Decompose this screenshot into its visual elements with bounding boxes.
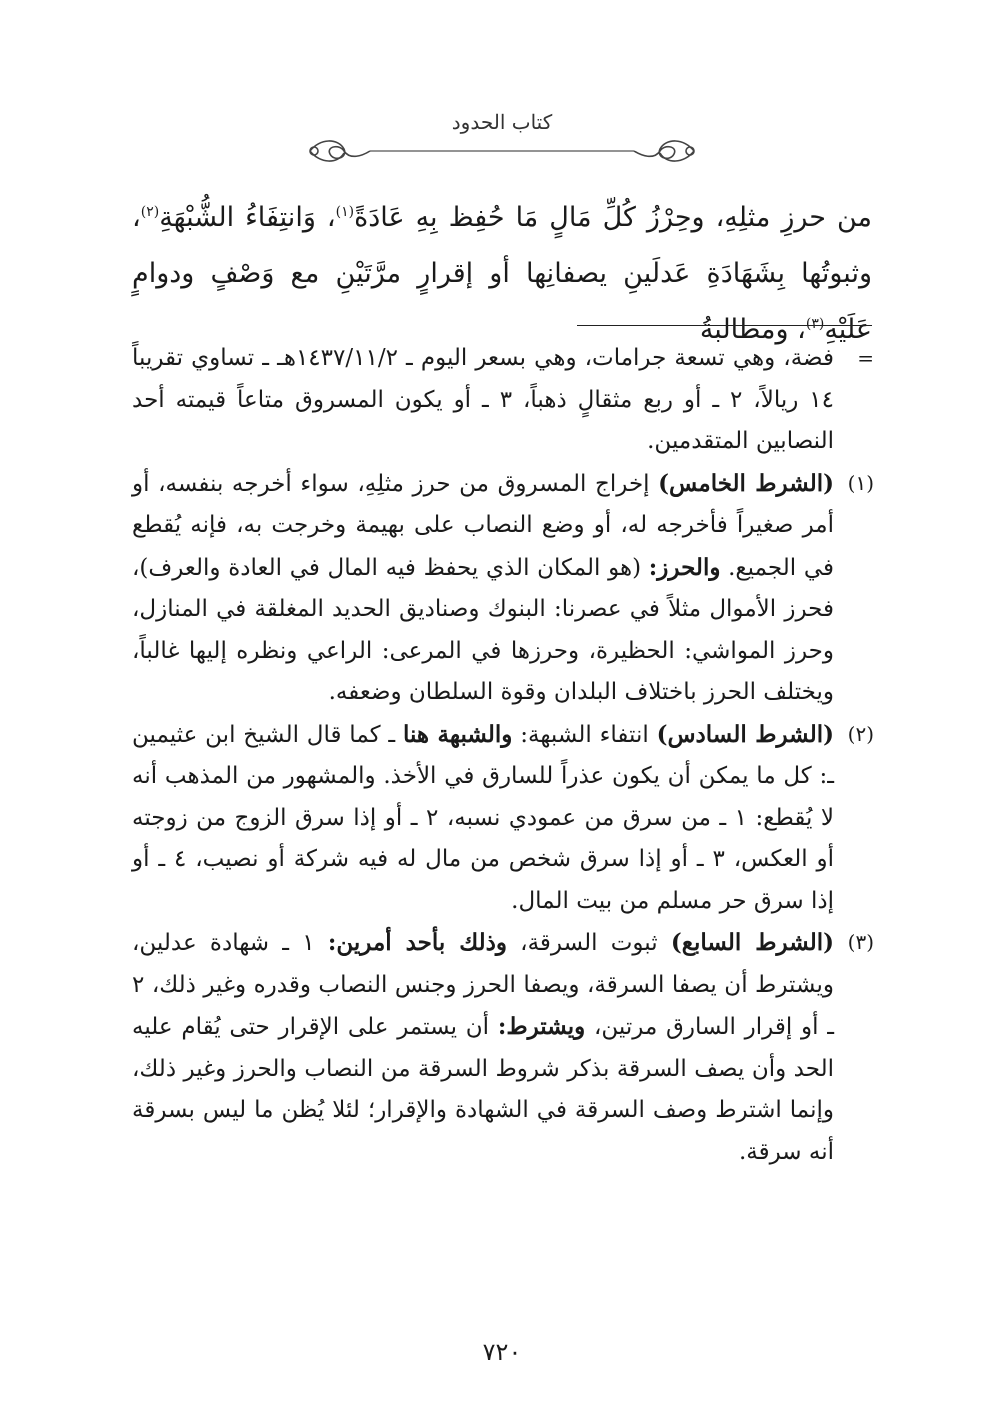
footnote-bold: (الشرط السادس)	[656, 720, 834, 748]
footnote-2	[132, 714, 874, 923]
main-paragraph	[132, 190, 872, 358]
page-number: ٧٢٠	[482, 1338, 522, 1366]
footnote-bold: وذلك بأحد أمرين:	[327, 929, 507, 956]
footnote-bold: ويشترط:	[497, 1013, 586, 1040]
footnote-3	[132, 922, 874, 1173]
footnote-text: إخراج المسروق من حرز مثلِهِ، سواء أخرجه بنفسه، أو أمر صغيراً فأخرجه له، أو وضع النصاب على بهيمة وخرجت به، فإنه يُقطع في الجميع.	[132, 470, 835, 581]
footnote-text: ـ كما قال الشيخ ابن عثيمين ـ: كل ما يمكن أن يكون عذراً للسارق في الأخذ. والمشهور من المذهب أنه لا يُقطع: ١ ـ من سرق من عمودي نسبه، ٢ ـ أو إذا سرق الزوج من زوجته أو العكس، ٣ ـ أو إذا سرق شخص من مال له فيه شركة أو نصيب، ٤ ـ أو إذا سرق حر مسلم من بيت المال.	[132, 721, 834, 914]
footnote-ref-2[interactable]: (٢)	[140, 204, 160, 220]
footnote-bold: والشبهة هنا	[402, 720, 513, 748]
footnote-text: انتفاء الشبهة:	[512, 721, 657, 748]
footnote-1	[132, 463, 874, 714]
footnote-text: أن يستمر على الإقرار حتى يُقام عليه الحد وأن يصف السرقة بذكر شروط السرقة من النصاب والحرز وغير ذلك، وإنما اشترط وصف السرقة في الشهادة والإقرار؛ لئلا يُظن ما ليس بسرقة أنه سرقة.	[132, 1014, 834, 1165]
footnote-text: (هو المكان الذي يحفظ فيه المال في العادة والعرف)، فحرز الأموال مثلاً في عصرنا: البنوك وصناديق الحديد المغلقة في المنازل، وحرز المواشي: الحظيرة، وحرزها في المرعى: الراعي ونظره إليها غالباً، ويختلف الحرز باختلاف البلدان وقوة السلطان وضعفه.	[132, 554, 834, 705]
footnote-text: ثبوت السرقة،	[506, 930, 671, 956]
header-ornament-icon	[300, 132, 704, 170]
header-title: كتاب الحدود	[451, 110, 553, 134]
main-text-seg4: ، ومطالبةُ	[699, 314, 806, 345]
footnote-bold: والحرز:	[648, 553, 721, 581]
footnote-text: ١ ـ شهادة عدلين، ويشترط أن يصفا السرقة، ويصفا الحرز وجنس النصاب وقدره وغير ذلك، ٢ ـ أو إقرار السارق مرتين،	[132, 930, 834, 1040]
footnote-text: فضة، وهي تسعة جرامات، وهي بسعر اليوم ـ ١٤٣٧/١١/٢هـ ـ تساوي تقريباً ١٤ ريالاً، ٢ ـ أو ربع مثقالٍ ذهباً، ٣ ـ أو يكون المسروق متاعاً قيمته أحد النصابين المتقدمين.	[132, 345, 835, 454]
footnotes	[132, 338, 874, 1173]
main-text-seg1: من حرزِ مثلِهِ، وحِرْزُ كُلِّ مَالٍ مَا حُفِظ بِهِ عَادَةً	[354, 202, 872, 233]
footnote-marker: (٣)	[847, 930, 874, 954]
footnote-ref-3[interactable]: (٣)	[805, 316, 825, 332]
footnote-marker: (١)	[847, 470, 874, 495]
main-text	[132, 190, 872, 358]
running-header	[0, 110, 1004, 134]
footnote-ref-1[interactable]: (١)	[335, 204, 355, 220]
footnote-continued	[132, 338, 874, 463]
footnote-bold: (الشرط السابع)	[670, 929, 835, 956]
main-text-seg2: ، وَانتِفَاءُ الشُّبْهَةِ	[159, 202, 336, 233]
main-text-seg3: ، وثبوتُها بِشَهَادَةِ عَدلَينِ يصفانِها أو إقرارٍ مرَّتَيْنِ مع وَصْفٍ ودوامٍ عَلَيْهِ	[132, 202, 872, 345]
footnote-bold: (الشرط الخامس)	[658, 469, 834, 497]
footnote-marker: =	[857, 346, 874, 370]
footnote-marker: (٢)	[847, 721, 874, 746]
footnote-separator	[577, 325, 872, 326]
